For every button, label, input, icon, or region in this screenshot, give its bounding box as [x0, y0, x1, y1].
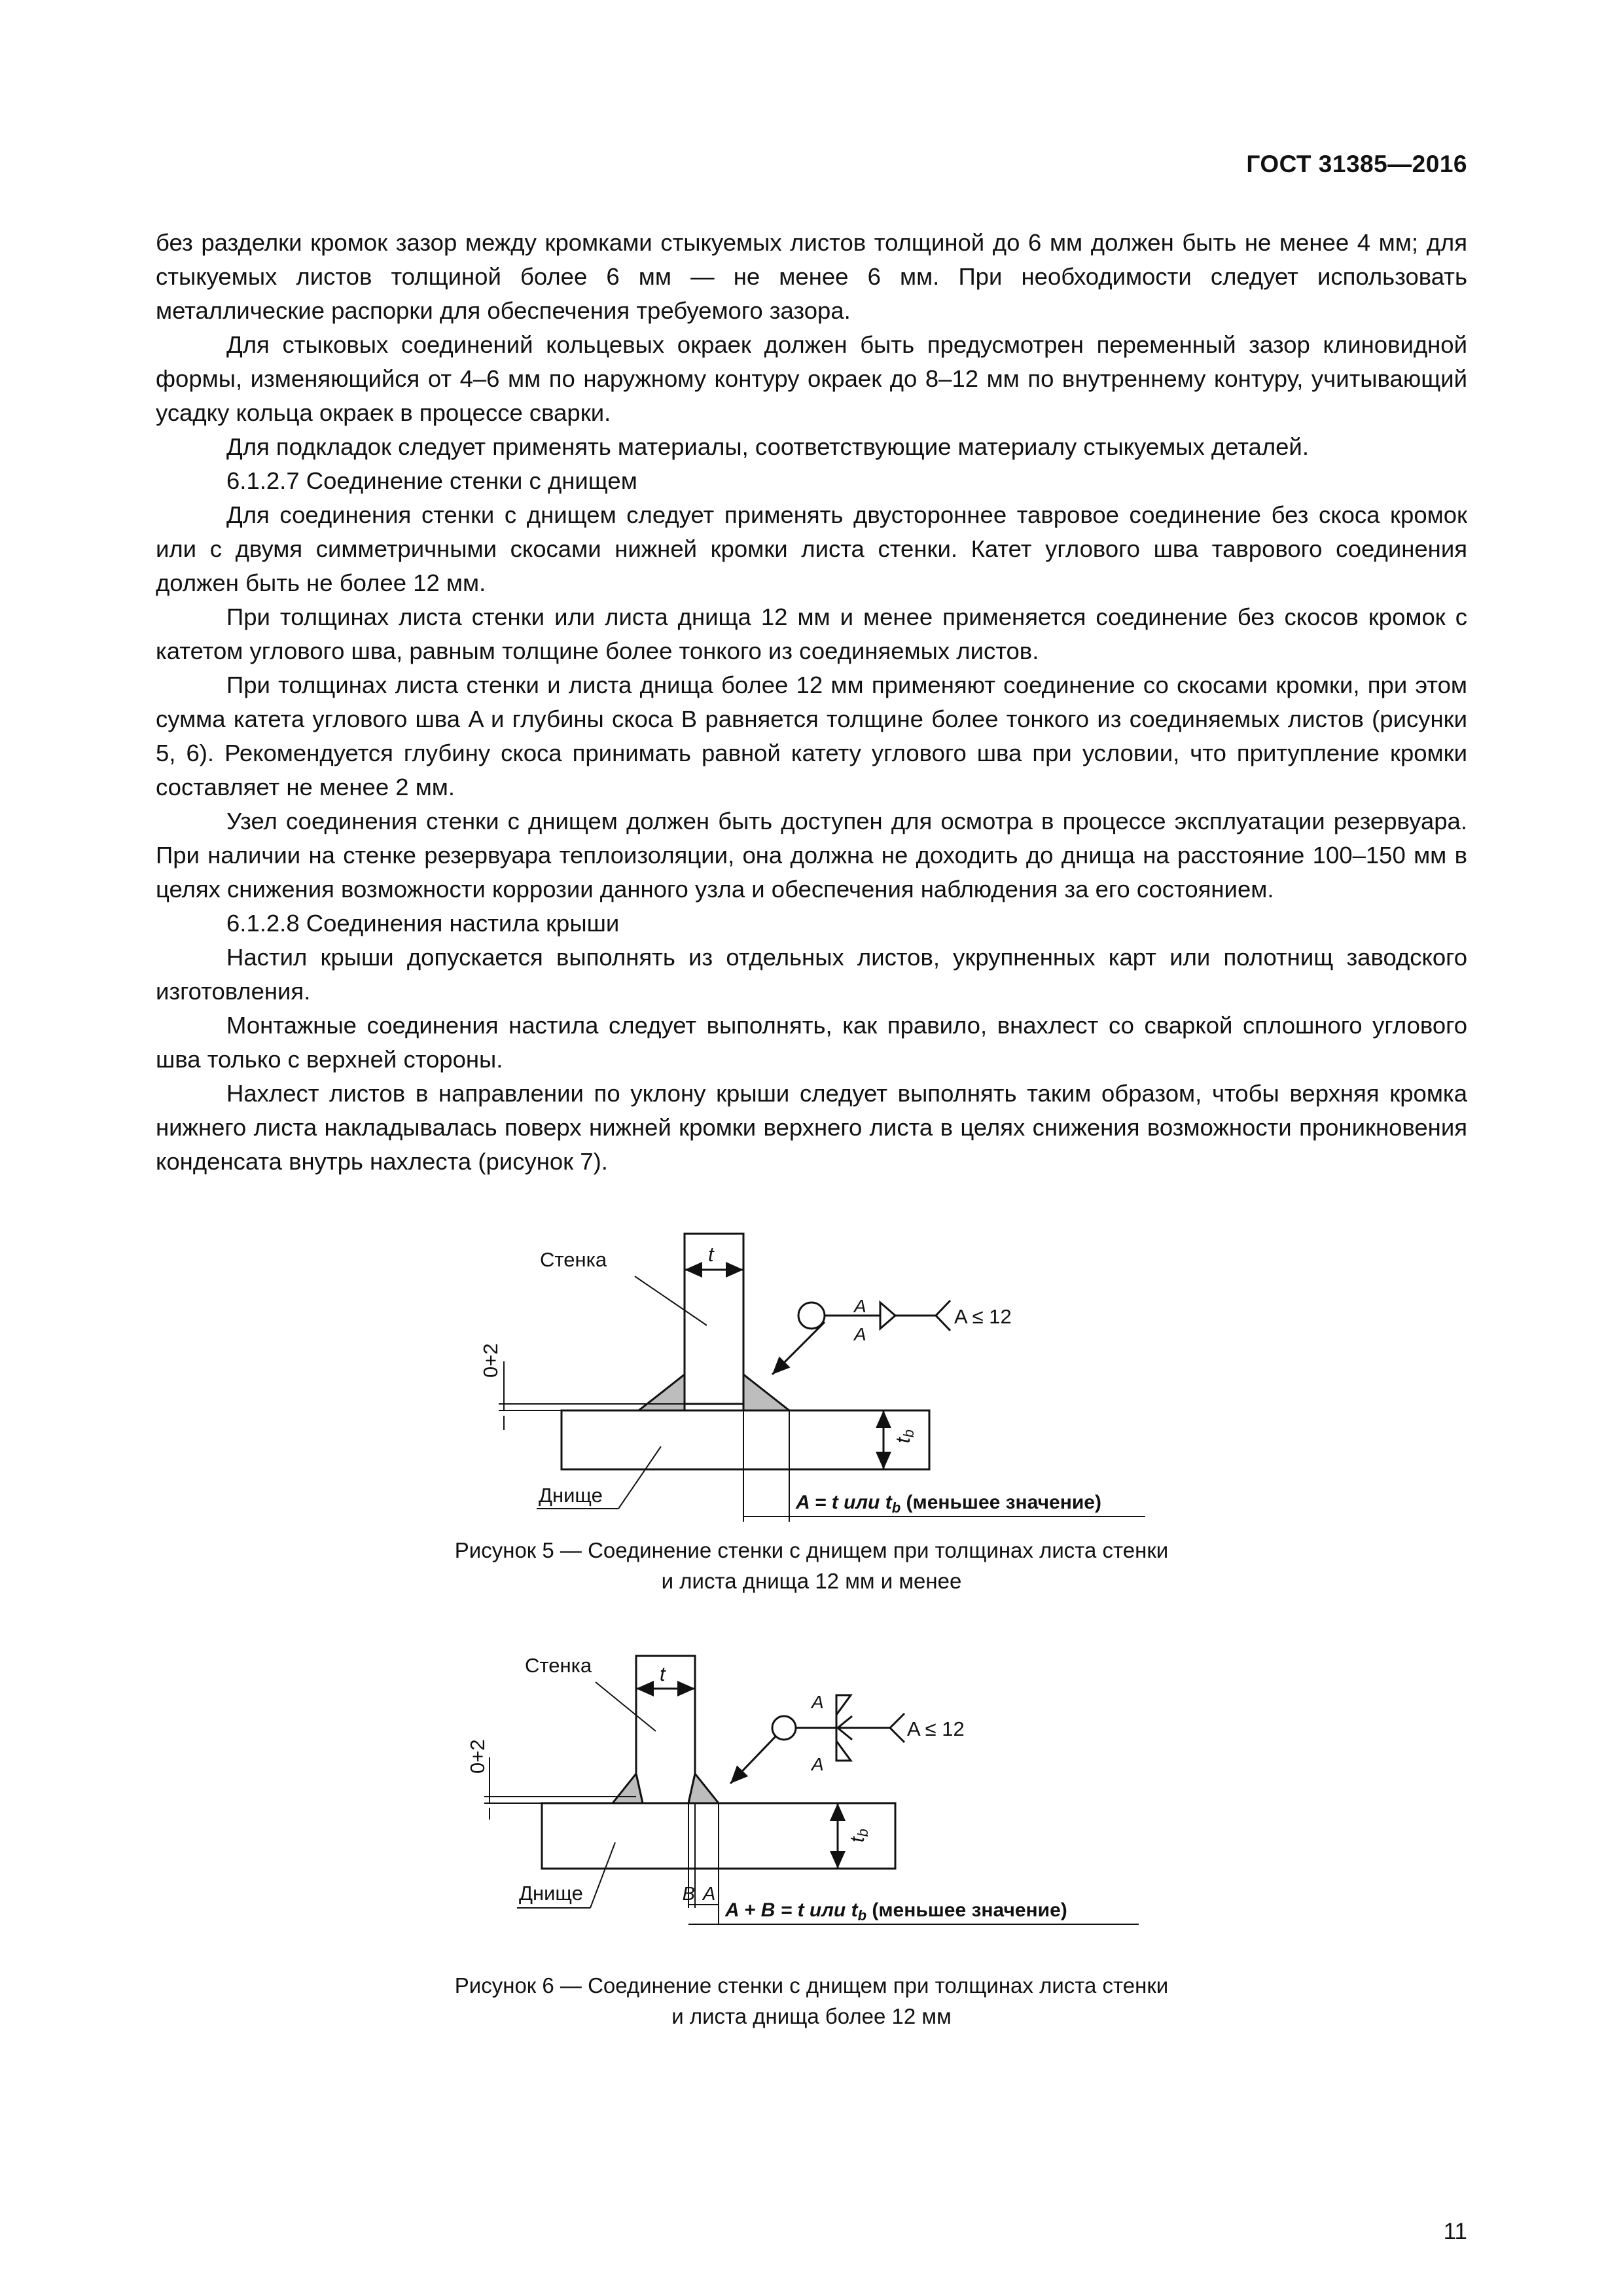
label-wall: Стенка	[525, 1654, 592, 1677]
section-heading: 6.1.2.7 Соединение стенки с днищем	[226, 467, 637, 494]
label-t: t	[660, 1662, 666, 1685]
label-weld-spec: A ≤ 12	[954, 1305, 1012, 1328]
label-tb: tb	[846, 1829, 871, 1842]
paragraph: Нахлест листов в направлении по уклону крыши следует выполнять таким образом, чтобы верхняя кромка нижнего листа накладывалась поверх нижней кромки верхнего листа в целях снижения возможности проникновения конденсата внутрь нахлеста (рисунок 7).	[156, 1080, 1467, 1175]
section-heading: 6.1.2.8 Соединения настила крыши	[226, 910, 620, 937]
fillet-weld-left	[639, 1374, 685, 1410]
label-weld-a-top: A	[812, 1692, 824, 1712]
label-weld-a-bottom: A	[812, 1754, 824, 1774]
body-text	[156, 226, 1467, 1179]
label-a: A	[703, 1884, 716, 1905]
label-weld-spec: A ≤ 12	[907, 1717, 965, 1740]
label-b: B	[682, 1884, 695, 1905]
paragraph: Для соединения стенки с днищем следует применять двустороннее тавровое соединение без скоса кромок или с двумя симметричными скосами нижней кромки листа стенки. Катет углового шва таврового соединения должен быть не более 12 мм.	[156, 501, 1467, 596]
label-bottom: Днище	[539, 1484, 603, 1507]
paragraph: Настил крыши допускается выполнять из отдельных листов, укрупненных карт или полотнищ заводского изготовления.	[156, 944, 1467, 1005]
figure-5-caption: Рисунок 5 — Соединение стенки с днищем при толщинах листа стенки и листа днища 12 мм и менее	[454, 1538, 1169, 1593]
figure-6-caption: Рисунок 6 — Соединение стенки с днищем при толщинах листа стенки и листа днища более 12 мм	[454, 1973, 1169, 2028]
wall-plate	[685, 1234, 743, 1404]
paragraph: без разделки кромок зазор между кромками стыкуемых листов толщиной до 6 мм должен быть не менее 4 мм; для стыкуемых листов толщиной более 6 мм — не менее 6 мм. При необходимости следует использовать металлические распорки для обеспечения требуемого зазора.	[156, 229, 1467, 324]
wall-plate	[636, 1656, 695, 1803]
label-weld-a-top: A	[854, 1296, 866, 1316]
dimension-note: A + B = t или $t_b$ (меньшее значение)	[725, 1899, 1067, 1924]
fillet-weld-right	[743, 1374, 789, 1410]
paragraph: При толщинах листа стенки и листа днища более 12 мм применяют соединение со скосами кромки, при этом сумма катета углового шва A и глубины скоса B равняется толщине более тонкого из соединяемых листов (рисунки 5, 6). Рекомендуется глубину скоса принимать равной катету углового шва при условии, что притупление кромки составляет не менее 2 мм.	[156, 672, 1467, 800]
label-bottom: Днище	[519, 1882, 583, 1905]
page-number: 11	[1443, 2219, 1467, 2244]
document-header: ГОСТ 31385—2016	[1246, 151, 1467, 177]
paragraph: Монтажные соединения настила следует выполнять, как правило, внахлест со сваркой сплошного углового шва только с верхней стороны.	[156, 1012, 1467, 1073]
bottom-plate	[562, 1410, 929, 1469]
label-t: t	[708, 1243, 714, 1266]
paragraph: Узел соединения стенки с днищем должен быть доступен для осмотра в процессе эксплуатации резервуара. При наличии на стенке резервуара теплоизоляции, она должна не доходить до днища на расстояние 100–150 мм в целях снижения возможности коррозии данного узла и обеспечения наблюдения за его состоянием.	[156, 808, 1467, 903]
paragraph: Для стыковых соединений кольцевых окраек должен быть предусмотрен переменный зазор клиновидной формы, изменяющийся от 4–6 мм по наружному контуру окраек до 8–12 мм по внутреннему контуру, учитывающий усадку кольца окраек в процессе сварки.	[156, 331, 1467, 426]
figure-6	[466, 1643, 1191, 1950]
figure-6-drawing	[466, 1643, 1191, 1950]
figure-5	[479, 1221, 1191, 1528]
paragraph: Для подкладок следует применять материалы, соответствующие материалу стыкуемых деталей.	[226, 433, 1309, 460]
label-gap: 0+2	[479, 1343, 502, 1378]
label-wall: Стенка	[540, 1248, 607, 1271]
paragraph: При толщинах листа стенки или листа днища 12 мм и менее применяется соединение без скосов кромок с катетом углового шва, равным толщине более тонкого из соединяемых листов.	[156, 603, 1467, 664]
dimension-note: A = t или $t_b$ (меньшее значение)	[796, 1492, 1101, 1516]
figure-5-drawing	[479, 1221, 1191, 1528]
label-weld-a-bottom: A	[854, 1324, 866, 1344]
label-gap: 0+2	[466, 1739, 489, 1774]
label-tb: tb	[891, 1429, 917, 1443]
